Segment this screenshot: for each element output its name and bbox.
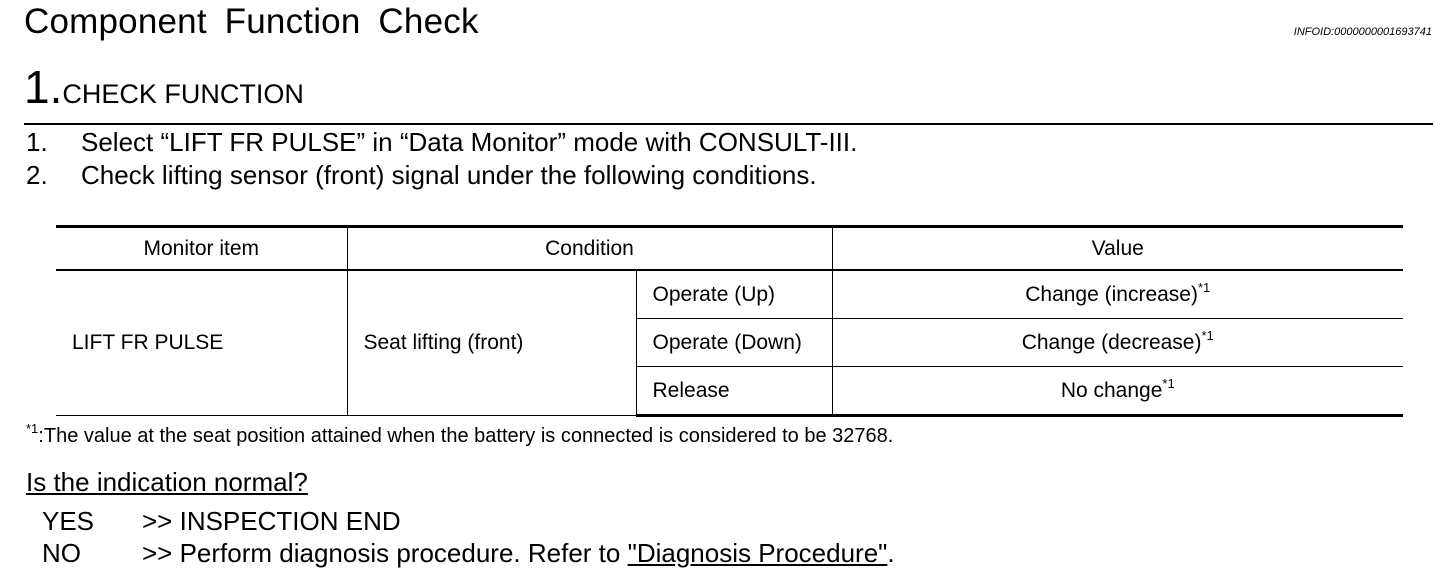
instruction-item [26, 160, 817, 191]
value-cell [832, 270, 1403, 319]
footnote-marker: *1 [1197, 279, 1211, 295]
condition-cell: Seat lifting (front) [347, 270, 636, 416]
section-divider [24, 123, 1433, 125]
instruction-number: 2. [26, 160, 48, 190]
table-header-row [56, 227, 1403, 271]
answer-key: NO [42, 538, 81, 568]
header-value: Value [832, 227, 1403, 271]
footnote-marker: *1 [1162, 375, 1175, 391]
instruction-text: Select “LIFT FR PULSE” in “Data Monitor” mode with CONSULT-III. [81, 127, 858, 157]
value-cell [832, 319, 1403, 367]
operation-cell: Operate (Down) [636, 319, 832, 367]
instruction-item [26, 127, 857, 158]
operation-cell: Operate (Up) [636, 270, 832, 319]
answer-text-end: . [887, 538, 895, 568]
question: Is the indication normal? [26, 467, 308, 497]
answer-text: >> Perform diagnosis procedure. Refer to [142, 538, 628, 568]
answer-key: YES [42, 506, 95, 536]
answer-yes [42, 506, 401, 537]
value-text: Change (decrease) [1021, 330, 1202, 354]
answer-text: >> INSPECTION END [142, 506, 401, 536]
page-title: Component Function Check [24, 2, 479, 41]
header-condition: Condition [347, 227, 832, 271]
info-id: INFOID:0000000001693741 [1293, 26, 1432, 38]
step-heading [24, 60, 304, 114]
footnote-text: :The value at the seat position attained when the battery is connected is considered to be 32768. [38, 425, 894, 447]
step-number: 1. [24, 61, 63, 113]
condition-table [56, 225, 1403, 417]
diagnosis-procedure-link[interactable]: "Diagnosis Procedure" [627, 538, 888, 568]
footnote [26, 421, 894, 448]
value-text: Change (increase) [1025, 282, 1198, 306]
instruction-number: 1. [26, 127, 48, 157]
value-cell [832, 367, 1403, 416]
footnote-marker: *1 [1201, 327, 1214, 343]
instruction-text: Check lifting sensor (front) signal under the following conditions. [81, 160, 817, 190]
operation-cell: Release [636, 367, 832, 416]
answer-no [42, 538, 895, 569]
footnote-marker: *1 [26, 421, 39, 436]
table-row [56, 270, 1403, 319]
header-monitor-item: Monitor item [56, 227, 347, 271]
monitor-item-cell: LIFT FR PULSE [56, 270, 347, 416]
value-text: No change [1060, 378, 1163, 402]
step-title: CHECK FUNCTION [62, 79, 304, 109]
